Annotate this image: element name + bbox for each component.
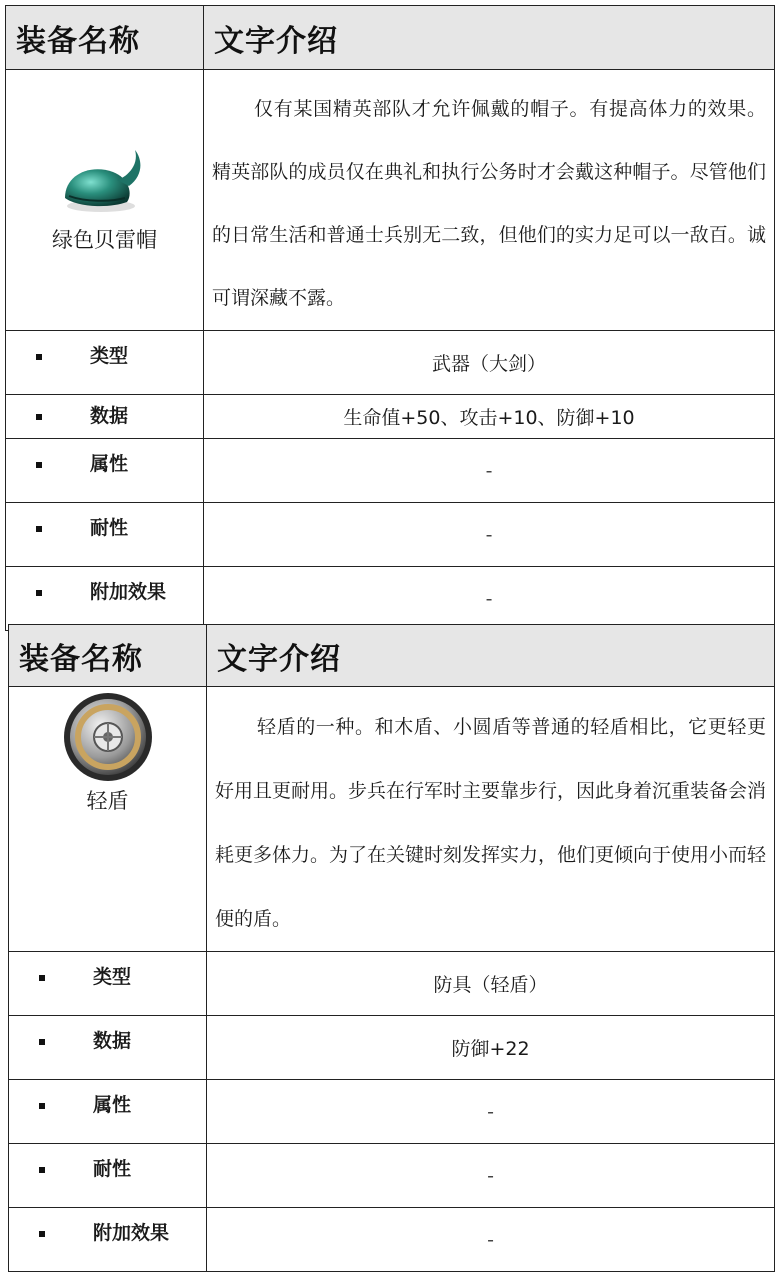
prop-label-attribute: 属性 <box>6 439 204 503</box>
header-equipment-name: 装备名称 <box>9 625 207 687</box>
item-description: 轻盾的一种。和木盾、小圆盾等普通的轻盾相比，它更轻更好用且更耐用。步兵在行军时主要靠步行，因此身着沉重装备会消耗更多体力。为了在关键时刻发挥实力，他们更倾向于使用小而轻便的盾。 <box>207 687 775 952</box>
bullet-icon <box>36 462 42 468</box>
item-description: 仅有某国精英部队才允许佩戴的帽子。有提高体力的效果。精英部队的成员仅在典礼和执行公务时才会戴这种帽子。尽管他们的日常生活和普通士兵别无二致，但他们的实力足可以一敌百。诚可谓深藏不露。 <box>204 70 775 331</box>
prop-label-resistance: 耐性 <box>6 503 204 567</box>
prop-label-type: 类型 <box>6 331 204 395</box>
item-name: 绿色贝雷帽 <box>52 228 157 252</box>
prop-label-resistance: 耐性 <box>9 1144 207 1208</box>
bullet-icon <box>36 414 42 420</box>
prop-value-attribute: - <box>207 1080 775 1144</box>
header-text-intro: 文字介绍 <box>207 625 775 687</box>
header-equipment-name: 装备名称 <box>6 6 204 70</box>
green-beret-icon <box>55 146 155 216</box>
prop-label-extra-effect: 附加效果 <box>9 1208 207 1272</box>
bullet-icon <box>39 1039 45 1045</box>
bullet-icon <box>39 1167 45 1173</box>
bullet-icon <box>39 1103 45 1109</box>
prop-label-extra-effect: 附加效果 <box>6 567 204 631</box>
item-cell <box>9 687 207 952</box>
prop-value-stats: 生命值+50、攻击+10、防御+10 <box>204 395 775 439</box>
prop-label-attribute: 属性 <box>9 1080 207 1144</box>
prop-value-resistance: - <box>207 1144 775 1208</box>
prop-value-resistance: - <box>204 503 775 567</box>
item-name: 轻盾 <box>86 789 129 813</box>
prop-value-stats: 防御+22 <box>207 1016 775 1080</box>
bullet-icon <box>36 526 42 532</box>
prop-label-stats: 数据 <box>6 395 204 439</box>
prop-value-attribute: - <box>204 439 775 503</box>
prop-value-type: 武器（大剑） <box>204 331 775 395</box>
prop-value-extra-effect: - <box>207 1208 775 1272</box>
bullet-icon <box>39 975 45 981</box>
bullet-icon <box>36 354 42 360</box>
prop-value-extra-effect: - <box>204 567 775 631</box>
bullet-icon <box>36 590 42 596</box>
light-shield-icon <box>60 689 156 785</box>
equipment-table-2 <box>8 624 775 1272</box>
header-text-intro: 文字介绍 <box>204 6 775 70</box>
equipment-table-1 <box>5 5 775 631</box>
bullet-icon <box>39 1231 45 1237</box>
prop-value-type: 防具（轻盾） <box>207 952 775 1016</box>
prop-label-stats: 数据 <box>9 1016 207 1080</box>
item-cell <box>6 70 204 331</box>
prop-label-type: 类型 <box>9 952 207 1016</box>
